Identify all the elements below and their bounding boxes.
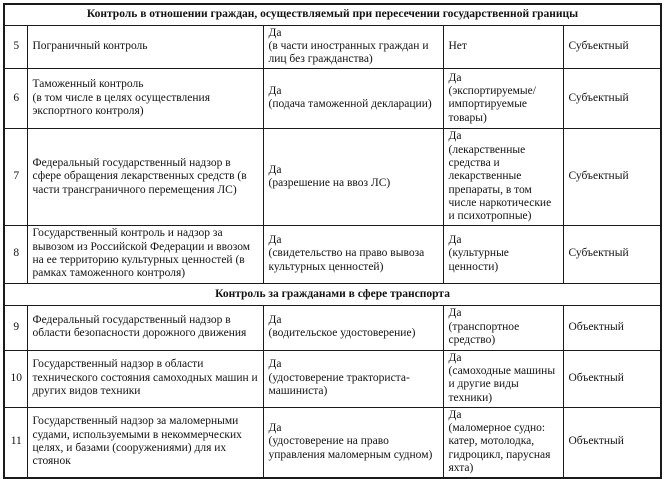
document-check-cell xyxy=(263,350,443,407)
section-header-row xyxy=(4,283,661,305)
row-number: 6 xyxy=(4,69,27,129)
row-number: 10 xyxy=(4,350,27,407)
doc-answer: Да xyxy=(268,26,282,39)
object-check-cell xyxy=(443,129,563,226)
obj-note: (транспортное средство) xyxy=(448,320,520,346)
obj-note: (культурные ценности) xyxy=(448,247,509,273)
control-name: Государственный контроль и надзор за вывозом из Российской Федерации и ввозом на ее территорию культурных ценностей (в рамках таможенного контроля) xyxy=(32,227,251,280)
control-name-cell xyxy=(27,305,263,350)
control-name: Пограничный контроль xyxy=(32,39,148,52)
doc-note: (удостоверение на право управления маломерным судном) xyxy=(268,435,433,461)
doc-note: (удостоверение тракториста-машиниста) xyxy=(268,371,410,397)
doc-note: (свидетельство на право вывоза культурных ценностей) xyxy=(268,247,425,273)
control-name-cell xyxy=(27,226,263,283)
table-row xyxy=(4,25,661,69)
object-check-cell xyxy=(443,350,563,407)
control-kind: Объектный xyxy=(563,350,661,407)
obj-answer: Да xyxy=(448,71,462,84)
obj-answer: Нет xyxy=(448,39,467,52)
row-number: 8 xyxy=(4,226,27,283)
document-check-cell xyxy=(263,226,443,283)
table-row xyxy=(4,350,661,407)
doc-note: (подача таможенной декларации) xyxy=(268,98,432,111)
row-number: 9 xyxy=(4,305,27,350)
object-check-cell xyxy=(443,25,563,69)
row-number: 11 xyxy=(4,407,27,478)
control-name-cell xyxy=(27,129,263,226)
object-check-cell xyxy=(443,69,563,129)
row-number: 7 xyxy=(4,129,27,226)
document-check-cell xyxy=(263,305,443,350)
section-header: Контроль за гражданами в сфере транспорта xyxy=(4,283,661,305)
control-kind: Субъектный xyxy=(563,25,661,69)
obj-answer: Да xyxy=(448,307,462,320)
doc-answer: Да xyxy=(268,422,282,435)
control-name-note: (в том числе в целях осуществления экспортного контроля) xyxy=(32,91,211,118)
table-row xyxy=(4,407,661,478)
control-name-cell xyxy=(27,69,263,129)
section-header: Контроль в отношении граждан, осуществляемый при пересечении государственной границы xyxy=(4,4,661,25)
document-check-cell xyxy=(263,407,443,478)
obj-note: (самоходные машины и другие виды техники) xyxy=(448,364,556,404)
doc-note: (в части иностранных граждан и лиц без гражданства) xyxy=(268,39,429,66)
control-kind: Объектный xyxy=(563,305,661,350)
object-check-cell xyxy=(443,407,563,478)
table-row xyxy=(4,305,661,350)
doc-answer: Да xyxy=(268,313,282,326)
row-number: 5 xyxy=(4,25,27,69)
control-name-cell xyxy=(27,25,263,69)
control-name: Государственный надзор в области технического состояния самоходных машин и других видов техники xyxy=(32,358,258,397)
obj-note: (лекарственные средства и лекарственные препараты, в том числе наркотические и психотропные) xyxy=(448,143,552,223)
doc-answer: Да xyxy=(268,234,282,247)
object-check-cell xyxy=(443,226,563,283)
obj-answer: Да xyxy=(448,234,462,247)
control-kind: Субъектный xyxy=(563,69,661,129)
obj-answer: Да xyxy=(448,351,462,364)
control-name-cell xyxy=(27,350,263,407)
doc-answer: Да xyxy=(268,358,282,371)
doc-answer: Да xyxy=(268,85,282,98)
doc-note: (разрешение на ввоз ЛС) xyxy=(268,176,391,189)
obj-answer: Да xyxy=(448,408,462,421)
obj-answer: Да xyxy=(448,130,462,143)
document-check-cell xyxy=(263,69,443,129)
control-name: Федеральный государственный надзор в сфере обращения лекарственных средств (в части трансграничного перемещения ЛС) xyxy=(32,156,247,196)
doc-note: (водительское удостоверение) xyxy=(268,327,416,340)
control-name: Таможенный контроль xyxy=(32,78,144,91)
table-row xyxy=(4,226,661,283)
control-name: Государственный надзор за маломерными судами, используемыми в некоммерческих целях, и базами (сооружениями) для их стоянок xyxy=(32,415,242,468)
control-kind: Объектный xyxy=(563,407,661,478)
document-check-cell xyxy=(263,129,443,226)
control-table xyxy=(3,3,662,479)
table-row xyxy=(4,129,661,226)
table-row xyxy=(4,69,661,129)
obj-note: (экспортируемые/импортируемые товары) xyxy=(448,85,536,124)
control-kind: Субъектный xyxy=(563,226,661,283)
document-check-cell xyxy=(263,25,443,69)
control-name: Федеральный государственный надзор в области безопасности дорожного движения xyxy=(32,313,247,340)
control-kind: Субъектный xyxy=(563,129,661,226)
section-header-row xyxy=(4,4,661,25)
doc-answer: Да xyxy=(268,163,282,176)
control-name-cell xyxy=(27,407,263,478)
object-check-cell xyxy=(443,305,563,350)
obj-note: (маломерное судно: катер, мотолодка, гидроцикл, парусная яхта) xyxy=(448,422,551,475)
